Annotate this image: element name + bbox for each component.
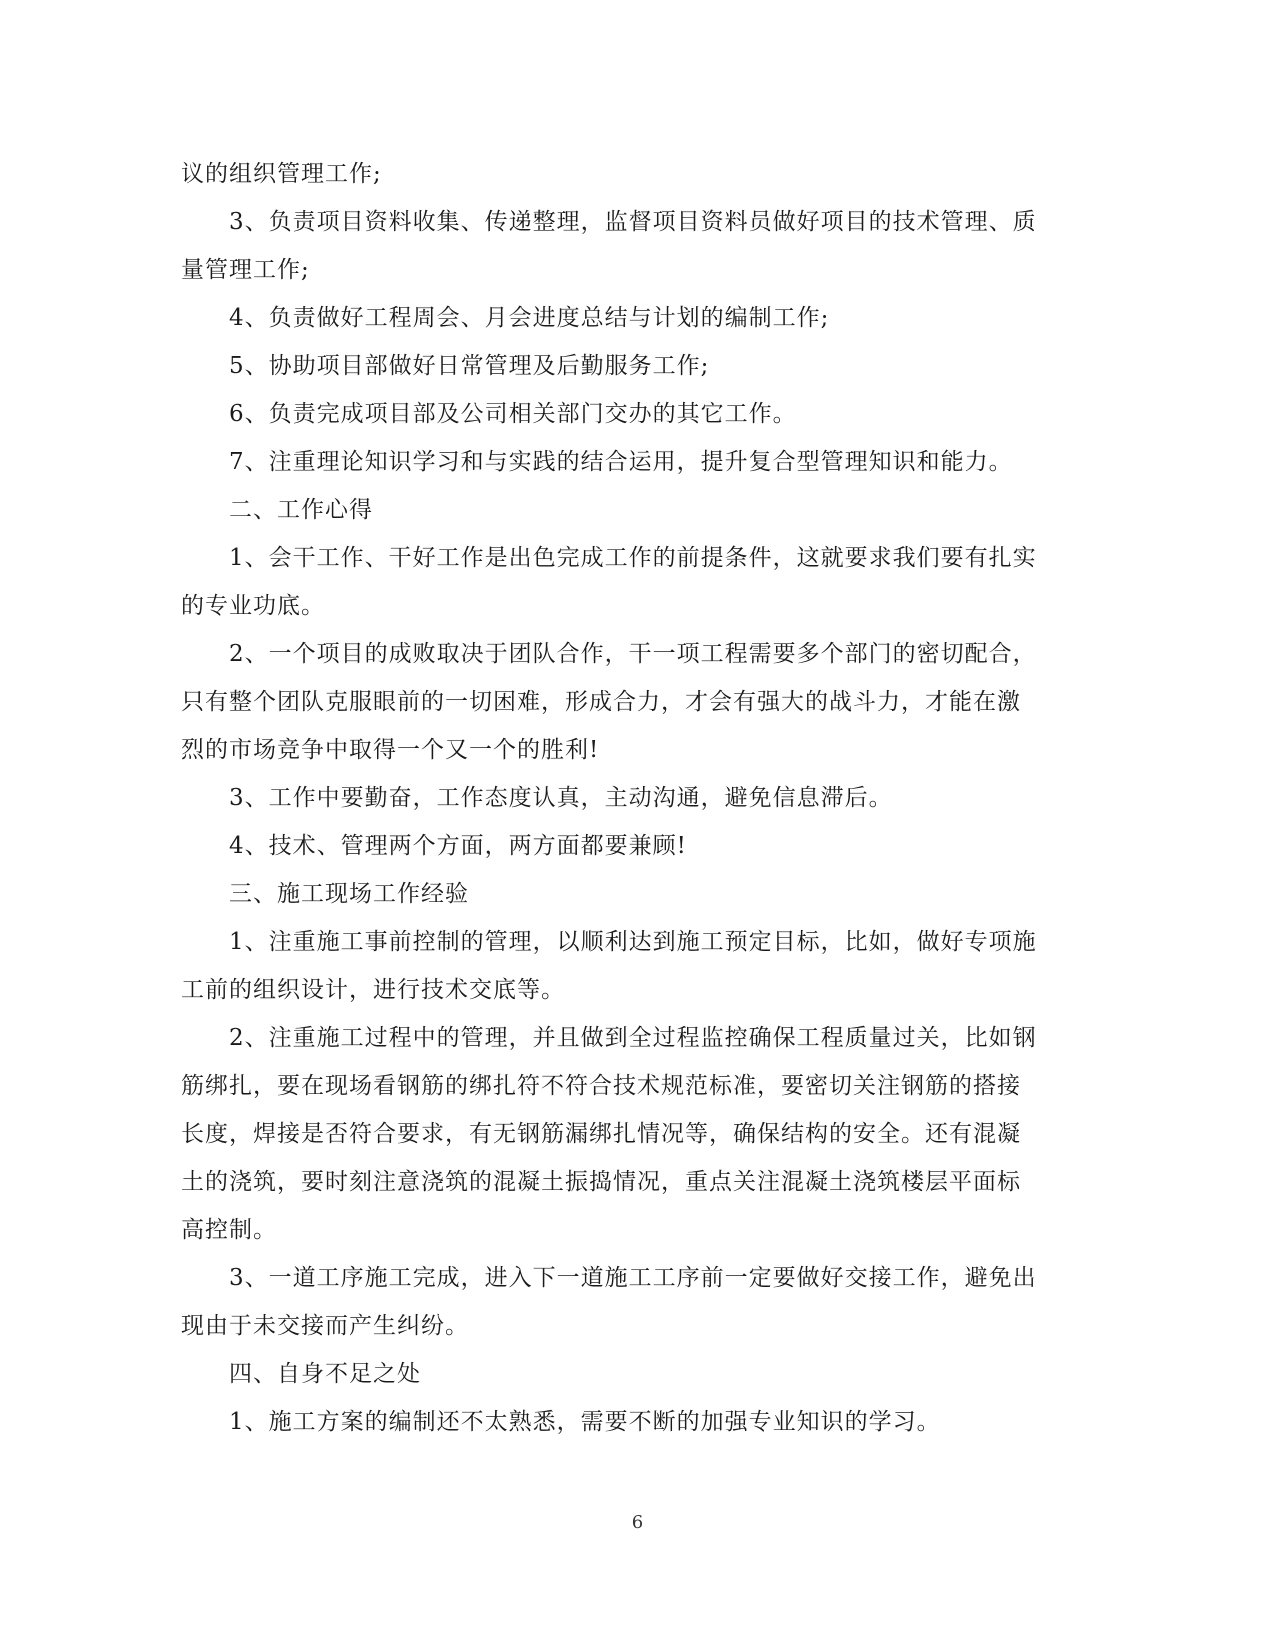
text-line: 只有整个团队克服眼前的一切困难，形成合力，才会有强大的战斗力，才能在激 [181,689,1021,715]
text-line: 1、施工方案的编制还不太熟悉，需要不断的加强专业知识的学习。 [229,1409,941,1435]
text-line: 4、负责做好工程周会、月会进度总结与计划的编制工作; [229,305,830,331]
text-line: 筋绑扎，要在现场看钢筋的绑扎符不符合技术规范标准，要密切关注钢筋的搭接 [181,1073,1021,1099]
text-line: 现由于未交接而产生纠纷。 [181,1313,469,1339]
text-line: 议的组织管理工作; [181,161,382,187]
text-line: 3、一道工序施工完成，进入下一道施工工序前一定要做好交接工作，避免出 [229,1265,1037,1291]
text-line: 5、协助项目部做好日常管理及后勤服务工作; [229,353,710,379]
text-line: 高控制。 [181,1217,277,1243]
text-line: 工前的组织设计，进行技术交底等。 [181,977,565,1003]
section-heading: 二、工作心得 [229,497,373,523]
text-line: 的专业功底。 [181,593,325,619]
text-line: 土的浇筑，要时刻注意浇筑的混凝土振捣情况，重点关注混凝土浇筑楼层平面标 [181,1169,1021,1195]
text-line: 2、注重施工过程中的管理，并且做到全过程监控确保工程质量过关，比如钢 [229,1025,1037,1051]
text-line: 4、技术、管理两个方面，两方面都要兼顾! [229,833,687,859]
text-line: 1、注重施工事前控制的管理，以顺利达到施工预定目标，比如，做好专项施 [229,929,1037,955]
text-line: 2、一个项目的成败取决于团队合作，干一项工程需要多个部门的密切配合， [229,641,1037,667]
text-line: 1、会干工作、干好工作是出色完成工作的前提条件，这就要求我们要有扎实 [229,545,1037,571]
page-body [181,150,1061,1446]
text-line: 3、工作中要勤奋，工作态度认真，主动沟通，避免信息滞后。 [229,785,893,811]
text-line: 7、注重理论知识学习和与实践的结合运用，提升复合型管理知识和能力。 [229,449,1013,475]
text-line: 量管理工作; [181,257,310,283]
text-line: 3、负责项目资料收集、传递整理，监督项目资料员做好项目的技术管理、质 [229,209,1037,235]
section-heading: 四、自身不足之处 [229,1361,421,1387]
text-line: 6、负责完成项目部及公司相关部门交办的其它工作。 [229,401,797,427]
page-number: 6 [631,1512,644,1533]
section-heading: 三、施工现场工作经验 [229,881,469,907]
text-line: 烈的市场竞争中取得一个又一个的胜利! [181,737,600,763]
text-line: 长度，焊接是否符合要求，有无钢筋漏绑扎情况等，确保结构的安全。还有混凝 [181,1121,1021,1147]
